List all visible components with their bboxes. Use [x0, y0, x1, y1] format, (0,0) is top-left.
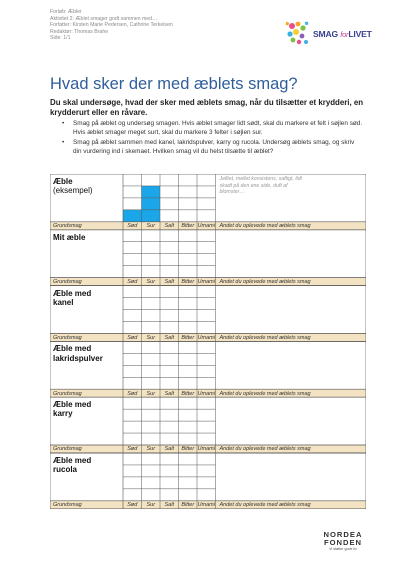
intro-text: Du skal undersøge, hvad der sker med æblets smag, når du tilsætter et krydderi, en krydderurt eller en råvare. [50, 98, 364, 118]
header-andet: Andet du oplevede med æblets smag [219, 502, 311, 509]
header-bitter: Bitter [181, 278, 195, 285]
nordea-fonden-logo [317, 531, 369, 552]
taste-mark [142, 210, 161, 222]
header-sod: Sød [127, 446, 138, 453]
header-sod: Sød [127, 502, 138, 509]
header-sur: Sur [146, 446, 156, 453]
row-label [53, 177, 120, 195]
row-label [53, 400, 120, 418]
row-label-line-1: Æble med [53, 344, 92, 354]
taste-table [50, 174, 366, 509]
header-andet: Andet du oplevede med æblets smag [219, 278, 311, 285]
row-label-line-2: kanel [53, 297, 74, 307]
header-salt: Salt [164, 446, 174, 453]
header-sod: Sød [127, 334, 138, 341]
header-bitter: Bitter [181, 446, 195, 453]
header-sod: Sød [127, 223, 138, 230]
page-title: Hvad sker der med æblets smag? [50, 75, 298, 93]
header-sod: Sød [127, 390, 138, 397]
logo-wordmark [313, 29, 372, 39]
row-label [53, 456, 120, 474]
row-label-line-1: Æble med [53, 288, 92, 298]
row-label [53, 233, 120, 242]
logo-livet: LIVET [348, 29, 372, 39]
header-grundsmag: Grundsmag [53, 334, 82, 341]
header-sur: Sur [146, 502, 156, 509]
header-grundsmag: Grundsmag [53, 446, 82, 453]
header-grundsmag: Grundsmag [53, 390, 82, 397]
header-bitter: Bitter [181, 334, 195, 341]
logo-smag: SMAG [313, 29, 338, 39]
header-salt: Salt [164, 334, 174, 341]
logo-for: for [340, 30, 349, 39]
row-label-line-2: lakridspulver [53, 353, 103, 363]
header-grundsmag: Grundsmag [53, 502, 82, 509]
header-bitter: Bitter [181, 502, 195, 509]
header-andet: Andet du oplevede med æblets smag [219, 390, 311, 397]
meta-side: Side: 1/1 [50, 35, 71, 41]
header-sur: Sur [146, 390, 156, 397]
taste-mark [123, 210, 142, 222]
header-umami: Umami [197, 334, 215, 341]
meta-forfattere: Forfatter: Kirsten Marie Pedersen, Cathrine Terkelsen [50, 22, 173, 28]
header-bitter: Bitter [181, 223, 195, 230]
header-sur: Sur [146, 278, 156, 285]
header-salt: Salt [164, 223, 174, 230]
header-sod: Sød [127, 278, 138, 285]
header-umami: Umami [197, 502, 215, 509]
meta-forlob: Forløb: Æbler [50, 9, 82, 15]
header-umami: Umami [197, 390, 215, 397]
header-andet: Andet du oplevede med æblets smag [219, 223, 311, 230]
instruction-item: • Smag på æblet sammen med kanel, lakridspulver, karry og rucola. Undersøg æblets smag, og skriv din vurdering ind i skemaet. Hvilken smag vil du helst tilsætte til æblet? [62, 139, 364, 156]
row-label [53, 344, 120, 362]
header-salt: Salt [164, 278, 174, 285]
row-label-line-2: karry [53, 409, 73, 419]
header-grundsmag: Grundsmag [53, 223, 82, 230]
header-sur: Sur [146, 334, 156, 341]
brand-line-2: FONDEN [323, 538, 363, 547]
row-label-line-1: Æble med [53, 400, 92, 410]
instruction-item: • Smag på æblet og undersøg smagen. Hvis æblet smager lidt sødt, skal du markere et felt i søjlen sød. Hvis æblet smager meget surt, skal du markere 3 felter i søjlen sur. [62, 120, 364, 137]
row-label-line-1: Æble [53, 177, 73, 186]
brand-tagline: Vi støtter gode liv [329, 547, 357, 551]
meta-aktivitet: Aktivitet 2: Æblet smager godt sammen med… [50, 15, 158, 22]
header-andet: Andet du oplevede med æblets smag [219, 334, 311, 341]
header-andet: Andet du oplevede med æblets smag [219, 446, 311, 453]
taste-mark [142, 198, 161, 210]
example-hint: Jelltet, mellet konsistens, saftigt, lidt skadt på den ene side, duft af blomster… [219, 176, 302, 196]
header-grundsmag: Grundsmag [53, 278, 82, 285]
row-label-line-1: Æble med [53, 456, 92, 465]
row-label-line-2: rucola [53, 465, 78, 475]
document-meta [50, 9, 173, 42]
header-salt: Salt [164, 390, 174, 397]
header-umami: Umami [197, 278, 215, 285]
header-umami: Umami [197, 446, 215, 453]
header-salt: Salt [164, 502, 174, 509]
row-label [53, 289, 120, 307]
row-label-line-1: Mit æble [53, 232, 86, 242]
meta-redaktion: Redaktør: Thomas Brahe [50, 28, 109, 35]
header-sur: Sur [146, 223, 156, 230]
header-umami: Umami [197, 223, 215, 230]
instruction-list [62, 120, 364, 158]
header-bitter: Bitter [181, 390, 195, 397]
taste-mark [142, 186, 161, 198]
brand-line-1: NORDEA [323, 530, 363, 539]
row-label-line-2: (eksempel) [53, 186, 93, 196]
